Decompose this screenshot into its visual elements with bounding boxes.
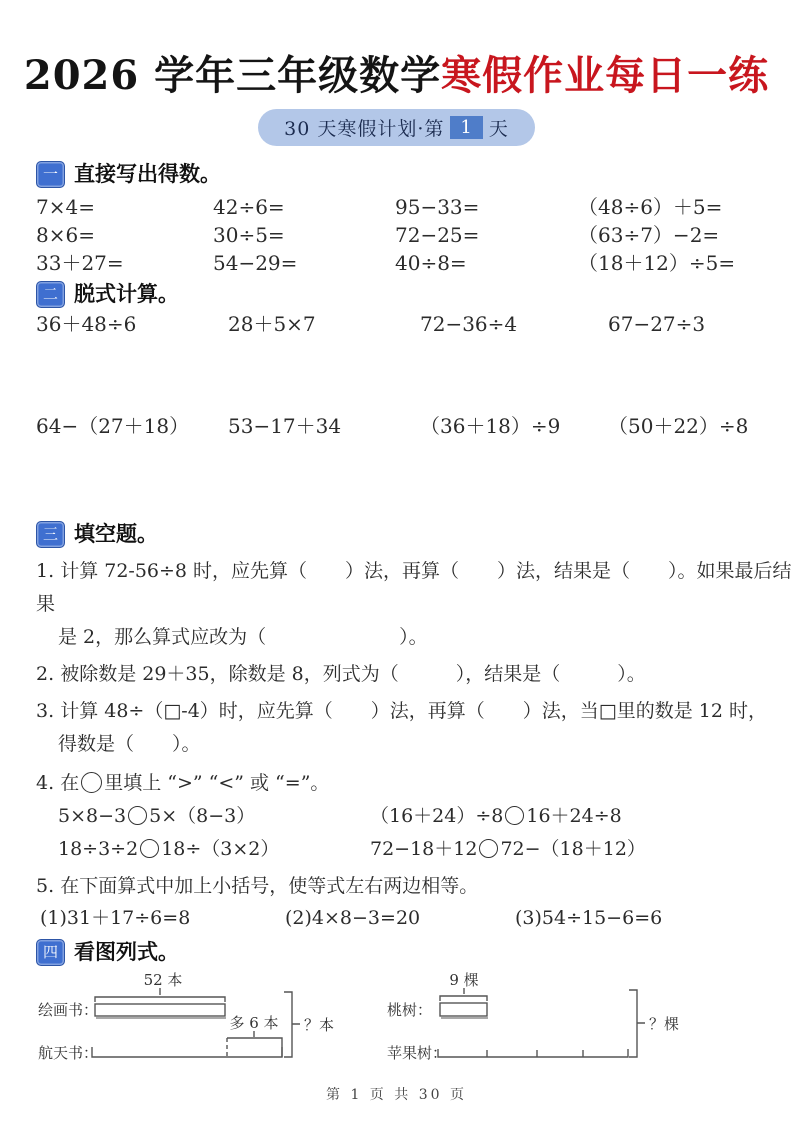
problem: （36＋18）÷9 <box>420 414 561 438</box>
fill-item-3 <box>36 695 793 761</box>
fill-item-line <box>36 658 793 691</box>
section1-header <box>36 159 793 189</box>
compare-circle <box>81 772 102 793</box>
compare-circle <box>479 839 498 858</box>
compare-expression <box>58 833 370 866</box>
expr-left: 18÷3÷2 <box>58 838 139 860</box>
fill-item-line: 是 2，那么算式应改为（ ）。 <box>58 626 428 648</box>
expr-left: （16＋24）÷8 <box>370 805 504 827</box>
paren-problem: (1)31＋17÷6=8 <box>40 907 191 929</box>
title-black-part: 2026 学年三年级数学 <box>23 52 442 99</box>
peach-trees-bar <box>440 1003 487 1016</box>
books-bar-diagram <box>30 970 375 1082</box>
section2-number-icon: 二 <box>36 281 65 308</box>
trees-top-label: 9 棵 <box>449 971 479 989</box>
section1-number-icon: 一 <box>36 161 65 188</box>
problem: 95−33= <box>395 195 480 219</box>
trees-row1-label: 桃树： <box>387 1001 433 1019</box>
expr-left: 72−18＋12 <box>370 838 478 860</box>
compare-expression <box>58 800 370 833</box>
expr-right: 72−（18＋12） <box>500 838 646 860</box>
page-title <box>0 0 793 102</box>
section4-header <box>36 937 793 967</box>
item-text: 在下面算式中加上小括号，使等式左右两边相等。 <box>60 875 479 897</box>
problem: 8×6= <box>36 223 95 247</box>
item-number: 5. <box>36 875 55 897</box>
day-number-badge: 1 <box>450 116 482 139</box>
drawing-books-bar <box>95 1004 225 1016</box>
problem: 64−（27＋18） <box>36 414 190 438</box>
problem: 28＋5×7 <box>228 312 316 336</box>
fill-item-line <box>36 870 793 903</box>
books-question-label: ？本 <box>304 1016 335 1034</box>
banner-wrap <box>0 109 793 146</box>
trees-row2-label: 苹果树： <box>387 1044 448 1062</box>
right-brace <box>629 990 645 1057</box>
fill-item-line <box>36 767 793 800</box>
problem: 72−36÷4 <box>420 312 518 336</box>
problem: 72−25= <box>395 223 480 247</box>
section3-number-icon: 三 <box>36 521 65 548</box>
page-footer: 第 1 页 共 30 页 <box>326 1087 467 1103</box>
fill-item-1 <box>36 555 793 654</box>
bar-diagrams <box>30 970 793 1082</box>
apple-trees-bar <box>438 1049 628 1057</box>
fill-item-2 <box>36 658 793 691</box>
trees-question-label: ？棵 <box>649 1015 680 1033</box>
expr-right: 16＋24÷8 <box>526 805 622 827</box>
problem: 53−17＋34 <box>228 414 342 438</box>
problem: 36＋48÷6 <box>36 312 137 336</box>
expr-right: 18÷（3×2） <box>161 838 280 860</box>
fill-item-line <box>36 555 793 621</box>
extra-label: 多 6 本 <box>229 1014 279 1032</box>
compare-circle <box>140 839 159 858</box>
top-bracket <box>95 997 225 1002</box>
section2-title: 脱式计算。 <box>74 281 179 306</box>
section1-title: 直接写出得数。 <box>74 161 221 186</box>
item-number: 3. <box>36 700 55 722</box>
section4-title: 看图列式。 <box>74 939 179 964</box>
section2-problems-row2 <box>36 413 793 439</box>
item-number: 4. <box>36 772 55 794</box>
section3-title: 填空题。 <box>74 521 158 546</box>
item-number: 2. <box>36 663 55 685</box>
problem: （48÷6）＋5= <box>578 195 723 219</box>
item-text: 计算 72-56÷8 时，应先算（ ）法，再算（ ）法，结果是（ ）。如果最后结果 <box>36 560 792 615</box>
problem: 7×4= <box>36 195 95 219</box>
top-bracket <box>440 996 487 1001</box>
compare-row-2 <box>58 833 793 866</box>
fill-item-5 <box>36 870 793 903</box>
books-row2-label: 航天书： <box>38 1044 99 1062</box>
banner-prefix: 30 天寒假计划·第 <box>284 118 445 140</box>
problem: 54−29= <box>213 251 298 275</box>
paren-problems <box>40 903 793 934</box>
expr-right: 5×（8−3） <box>149 805 256 827</box>
problem: 33＋27= <box>36 251 124 275</box>
problem: （50＋22）÷8 <box>608 414 749 438</box>
title-red-part: 寒假作业每日一练 <box>441 52 770 99</box>
section2-header <box>36 279 793 309</box>
item-text: 被除数是 29＋35，除数是 8，列式为（ ），结果是（ ）。 <box>60 663 646 685</box>
section3-header <box>36 519 793 549</box>
right-brace <box>284 992 300 1057</box>
problem: （18＋12）÷5= <box>578 251 736 275</box>
compare-expression <box>370 800 793 833</box>
problem: 67−27÷3 <box>608 312 706 336</box>
item-text: 计算 48÷（□-4）时，应先算（ ）法，再算（ ）法，当□里的数是 12 时， <box>60 700 767 722</box>
item-number: 1. <box>36 560 55 582</box>
item-text: 在 <box>60 772 80 794</box>
problem: （63÷7）−2= <box>578 223 720 247</box>
space-books-bar <box>92 1047 282 1057</box>
section4-number-icon: 四 <box>36 939 65 966</box>
trees-bar-diagram <box>375 970 735 1082</box>
section2-problems-row1 <box>36 311 793 337</box>
banner-suffix: 天 <box>488 118 509 140</box>
fill-item-line: 得数是（ ）。 <box>58 733 201 755</box>
compare-row-1 <box>58 800 793 833</box>
expr-left: 5×8−3 <box>58 805 127 827</box>
fill-item-line <box>36 695 793 728</box>
section1-problems <box>36 193 793 277</box>
problem: 30÷5= <box>213 223 285 247</box>
books-top-label: 52 本 <box>143 971 183 989</box>
extra-bracket <box>227 1038 282 1057</box>
compare-expression <box>370 833 793 866</box>
day-banner <box>258 109 535 146</box>
books-row1-label: 绘画书： <box>38 1001 99 1019</box>
compare-circle <box>128 806 147 825</box>
fill-item-4 <box>36 767 793 800</box>
problem: 40÷8= <box>395 251 467 275</box>
paren-problem: (2)4×8−3=20 <box>285 907 421 929</box>
paren-problem: (3)54÷15−6=6 <box>515 907 663 929</box>
item-text: 里填上 “>” “<” 或 “=”。 <box>104 772 330 794</box>
problem: 42÷6= <box>213 195 285 219</box>
compare-circle <box>505 806 524 825</box>
